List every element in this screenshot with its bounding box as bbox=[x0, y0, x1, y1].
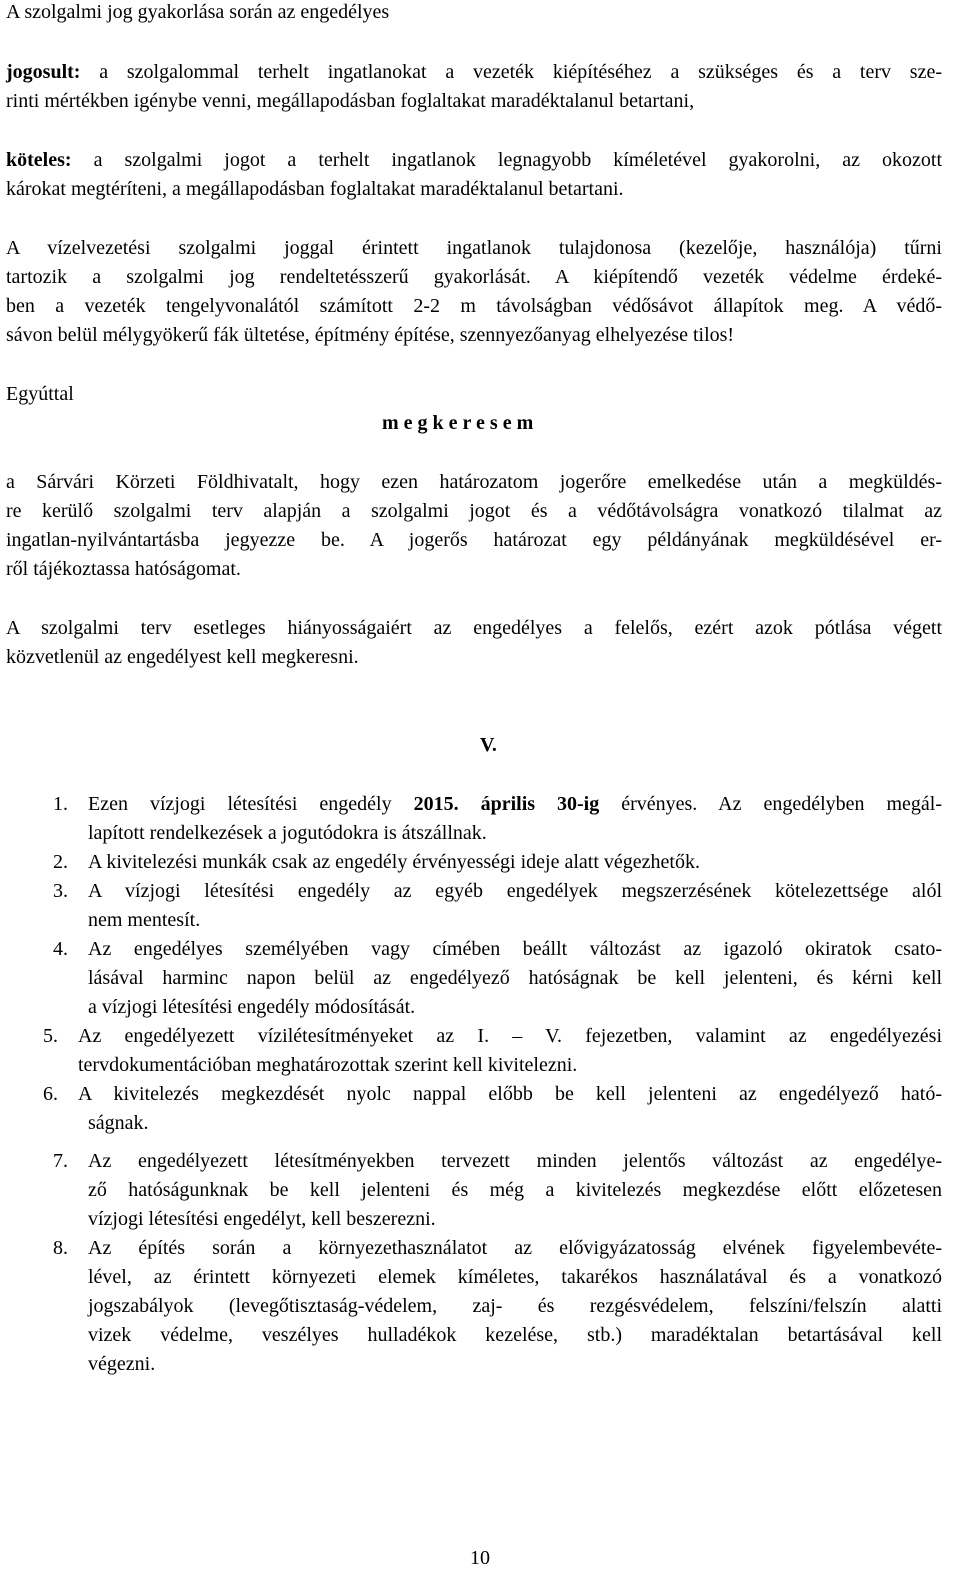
paragraph-koteles-line-1 bbox=[6, 146, 942, 175]
item-3-line-2: nem mentesít. bbox=[88, 909, 201, 931]
item-8-line-1: Az építés során a környezethasználatot az elővigyázatosság elvének figyelembevéte- bbox=[88, 1237, 942, 1259]
item-6-number: 6. bbox=[43, 1083, 58, 1105]
section-heading: V. bbox=[480, 734, 497, 756]
koteles-label: köteles: bbox=[6, 149, 72, 171]
item-5-line-2: tervdokumentációban meghatározottak szerint kell kivitelezni. bbox=[78, 1054, 578, 1076]
item-2-line-1: A kivitelezési munkák csak az engedély érvényességi ideje alatt végezhetők. bbox=[88, 851, 700, 873]
item-5-line-1: Az engedélyezett vízilétesítményeket az I. – V. fejezetben, valamint az engedélyezési bbox=[78, 1025, 942, 1047]
item-4-line-2: lásával harminc napon belül az engedélyező hatóságnak be kell jelenteni, és kérni kell bbox=[88, 967, 942, 989]
item-1-date-day: április 30-ig bbox=[480, 793, 600, 815]
paragraph-szolgalmi-line-4: sávon belül mélygyökerű fák ültetése, építmény építése, szennyezőanyag elhelyezése tilos! bbox=[6, 324, 735, 346]
paragraph-szolgalmi-line-3: ben a vezeték tengelyvonalától számított 2-2 m távolságban védősávot állapítok meg. A védő- bbox=[6, 295, 942, 317]
paragraph-jogosult-line-1 bbox=[6, 58, 942, 87]
paragraph-hianyossag-line-1: A szolgalmi terv esetleges hiányosságaiért az engedélyes a felelős, ezért azok pótlása végett bbox=[6, 617, 942, 639]
item-1-line-2: lapított rendelkezések a jogutódokra is átszállnak. bbox=[88, 822, 487, 844]
item-7-line-1: Az engedélyezett létesítményekben tervezett minden jelentős változást az engedélye- bbox=[88, 1150, 942, 1172]
paragraph-foldhivatal-line-1: a Sárvári Körzeti Földhivatalt, hogy ezen határozatom jogerőre emelkedése után a megküldés- bbox=[6, 471, 942, 493]
item-4-line-1: Az engedélyes személyében vagy címében beállt változást az igazoló okiratok csato- bbox=[88, 938, 942, 960]
paragraph-jogosult-line-2: rinti mértékben igénybe venni, megállapodásban foglaltakat maradéktalanul betartani, bbox=[6, 90, 695, 112]
item-7-number: 7. bbox=[53, 1150, 68, 1172]
paragraph-hianyossag-line-2: közvetlenül az engedélyest kell megkeresni. bbox=[6, 646, 359, 668]
item-4-line-3: a vízjogi létesítési engedély módosítását. bbox=[88, 996, 416, 1018]
item-1-date-year: 2015. bbox=[413, 793, 459, 815]
item-7-line-2: ző hatóságunknak be kell jelenteni és még a kivitelezés megkezdése előtt előzetesen bbox=[88, 1179, 942, 1201]
paragraph-foldhivatal-line-4: ről tájékoztassa hatóságomat. bbox=[6, 558, 241, 580]
item-1-text-post: érvényes. Az engedélyben megál- bbox=[599, 793, 943, 815]
item-1-text-space bbox=[459, 793, 481, 815]
koteles-text: a szolgalmi jogot a terhelt ingatlanok legnagyobb kíméletével gyakorolni, az okozott bbox=[71, 149, 942, 171]
item-1-line-1 bbox=[88, 790, 942, 819]
item-5-number: 5. bbox=[43, 1025, 58, 1047]
item-6-line-2: ságnak. bbox=[88, 1112, 149, 1134]
item-1-number: 1. bbox=[53, 793, 68, 815]
item-3-number: 3. bbox=[53, 880, 68, 902]
paragraph-koteles-line-2: károkat megtéríteni, a megállapodásban foglaltakat maradéktalanul betartani. bbox=[6, 178, 624, 200]
item-2-number: 2. bbox=[53, 851, 68, 873]
megkeresem-heading: m e g k e r e s e m bbox=[382, 412, 534, 434]
item-8-line-2: lével, az érintett környezeti elemek kíméletes, takarékos használatával és a vonatkozó bbox=[88, 1266, 942, 1288]
item-7-line-3: vízjogi létesítési engedélyt, kell beszerezni. bbox=[88, 1208, 436, 1230]
page-number: 10 bbox=[470, 1547, 490, 1569]
paragraph-szolgalmi-line-1: A vízelvezetési szolgalmi joggal érintett ingatlanok tulajdonosa (kezelője, használója) tűrni bbox=[6, 237, 942, 259]
item-8-line-5: végezni. bbox=[88, 1353, 156, 1375]
paragraph-szolgalmi-line-2: tartozik a szolgalmi jog rendeltetésszerű gyakorlását. A kiépítendő vezeték védelme érdeké- bbox=[6, 266, 942, 288]
item-3-line-1: A vízjogi létesítési engedély az egyéb engedélyek megszerzésének kötelezettsége alól bbox=[88, 880, 942, 902]
paragraph-foldhivatal-line-2: re kerülő szolgalmi terv alapján a szolgalmi jogot és a védőtávolságra vonatkozó tilalmat az bbox=[6, 500, 942, 522]
item-1-text-pre: Ezen vízjogi létesítési engedély bbox=[88, 793, 414, 815]
item-8-line-4: vizek védelme, veszélyes hulladékok kezelése, stb.) maradéktalan betartásával kell bbox=[88, 1324, 942, 1346]
item-8-number: 8. bbox=[53, 1237, 68, 1259]
item-6-line-1: A kivitelezés megkezdését nyolc nappal előbb be kell jelenteni az engedélyező ható- bbox=[78, 1083, 942, 1105]
jogosult-label: jogosult: bbox=[6, 61, 81, 83]
paragraph-foldhivatal-line-3: ingatlan-nyilvántartásba jegyezze be. A jogerős határozat egy példányának megküldésével er- bbox=[6, 529, 942, 551]
item-4-number: 4. bbox=[53, 938, 68, 960]
item-8-line-3: jogszabályok (levegőtisztaság-védelem, zaj- és rezgésvédelem, felszíni/felszín alatti bbox=[88, 1295, 942, 1317]
jogosult-text: a szolgalommal terhelt ingatlanokat a vezeték kiépítéséhez a szükséges és a terv sze- bbox=[80, 61, 942, 83]
heading: A szolgalmi jog gyakorlása során az engedélyes bbox=[6, 1, 390, 23]
egyuttal-text: Egyúttal bbox=[6, 383, 74, 405]
